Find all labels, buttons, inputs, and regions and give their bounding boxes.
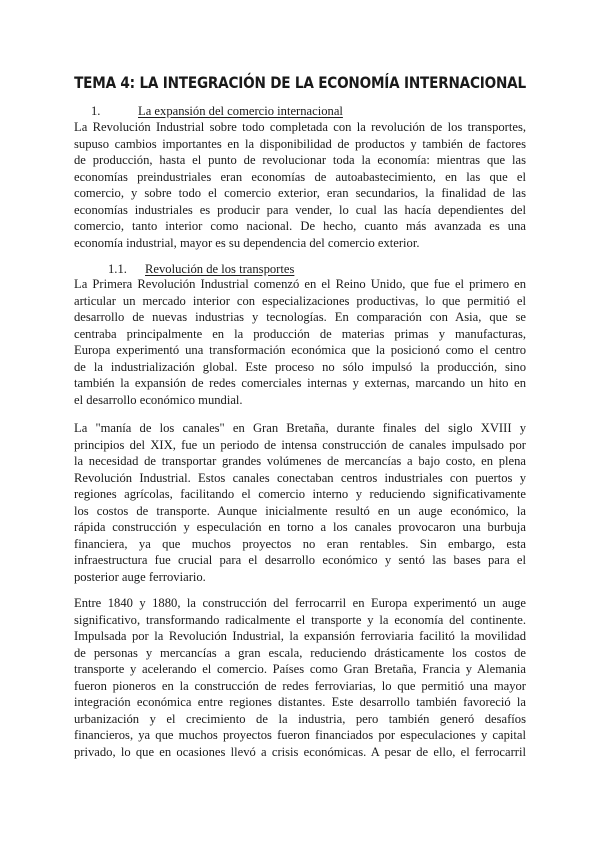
section-1-number: 1. (91, 104, 101, 118)
section-1-heading (91, 103, 343, 119)
text-line: privado, lo que en ocasiones llevó a crisis económicas. A pesar de ello, el ferrocarril (74, 744, 526, 759)
text-line: La "manía de los canales" en Gran Bretaña, durante finales del siglo XVIII y (74, 421, 526, 435)
text-line: regiones agrícolas, facilitando el comercio interno y reduciendo significativamente (74, 487, 526, 501)
text-line: también la expansión de redes comerciales internas y externas, marcando un hito en (74, 376, 526, 390)
text-line: de personas y mercancías a gran escala, reduciendo drásticamente los costos de (74, 645, 526, 660)
text-line: fueron pioneros en la construcción de redes ferroviarias, lo que permitió una mayor (74, 678, 526, 693)
text-line: posterior auge ferroviario. (74, 569, 206, 584)
text-line: La Primera Revolución Industrial comenzó en el Reino Unido, que fue el primero en (74, 277, 526, 291)
text-line: integración económica entre regiones distantes. Este desarrollo también favoreció la (74, 695, 526, 709)
section-1-1-paragraph-1 (74, 276, 526, 408)
text-line: principios del XIX, fue un periodo de intensa construcción de canales impulsado por (74, 437, 526, 452)
text-line: transporte y acelerando el comercio. Países como Gran Bretaña, Francia y Alemania (74, 662, 526, 676)
text-line: economías industriales es producir para vender, lo cual las hacía dependientes del (74, 202, 526, 217)
text-line: Entre 1840 y 1880, la construcción del ferrocarril en Europa experimentó un auge (74, 596, 526, 610)
text-line: financiera, ya que muchos proyectos no eran rentables. Sin embargo, esta (74, 536, 526, 551)
text-line: Revolución Industrial. Estos canales conectaban centros industriales con puertos y (74, 470, 526, 485)
text-line: economía industrial, mayor es su dependencia del comercio exterior. (74, 235, 420, 250)
section-1-title: La expansión del comercio internacional (138, 104, 343, 118)
text-line: la necesidad de transportar grandes volúmenes de mercancías a bajo costo, en plena (74, 454, 526, 468)
text-line: de producción, hasta el punto de revolucionar toda la economía: mientras que las (74, 153, 526, 167)
section-1-paragraph (74, 119, 526, 251)
text-line: los costos de transporte. Aunque inicialmente resultó en un auge económico, la (74, 503, 526, 518)
document-title: TEMA 4: LA INTEGRACIÓN DE LA ECONOMÍA INTERNACIONAL (74, 74, 526, 93)
section-1-1-number: 1.1. (108, 262, 127, 276)
text-line: Europa experimentó una transformación económica que la posicionó como el centro (74, 343, 526, 357)
text-line: comercio, tanto interior como nacional. De hecho, cuanto más avanzada es una (74, 219, 526, 233)
text-line: urbanización y el crecimiento de la industria, pero también generó desafíos (74, 711, 526, 726)
text-line: La Revolución Industrial sobre todo completada con la revolución de los transportes, (74, 120, 526, 134)
text-line: Impulsada por la Revolución Industrial, la expansión ferroviaria facilitó la movilidad (74, 629, 526, 643)
section-1-1-paragraph-2 (74, 420, 526, 585)
text-line: infraestructura fue crucial para el desarrollo económico y sentó las bases para el (74, 553, 526, 567)
text-line: rápida construcción y especulación en torno a los canales provocaron una burbuja (74, 520, 526, 534)
text-line: financieros, ya que muchos proyectos fueron financiados por especulaciones y capital (74, 728, 526, 742)
text-line: articular un mercado interior con especializaciones productivas, lo que permitió el (74, 293, 526, 308)
text-line: comercio, y sobre todo el comercio exterior, eran secundarios, la finalidad de las (74, 186, 526, 200)
text-line: de la industrialización global. Este proceso no sólo impulsó la producción, sino (74, 359, 526, 374)
text-line: economías preindustriales eran economías de autoabastecimiento, en las que el (74, 169, 526, 184)
text-line: supuso cambios importantes en la disponibilidad de productos y también de factores (74, 136, 526, 151)
text-line: desarrollo de nuevas industrias y tecnologías. En comparación con Asia, que se (74, 310, 526, 324)
text-line: centraba principalmente en la producción de materias primas y manufacturas, (74, 326, 526, 341)
text-line: el desarrollo económico mundial. (74, 392, 243, 407)
text-line: significativo, transformando radicalmente el transporte y la economía del continente. (74, 612, 526, 627)
section-1-1-paragraph-3 (74, 595, 526, 760)
section-1-1-title: Revolución de los transportes (145, 262, 295, 276)
section-1-1-heading (108, 261, 294, 277)
